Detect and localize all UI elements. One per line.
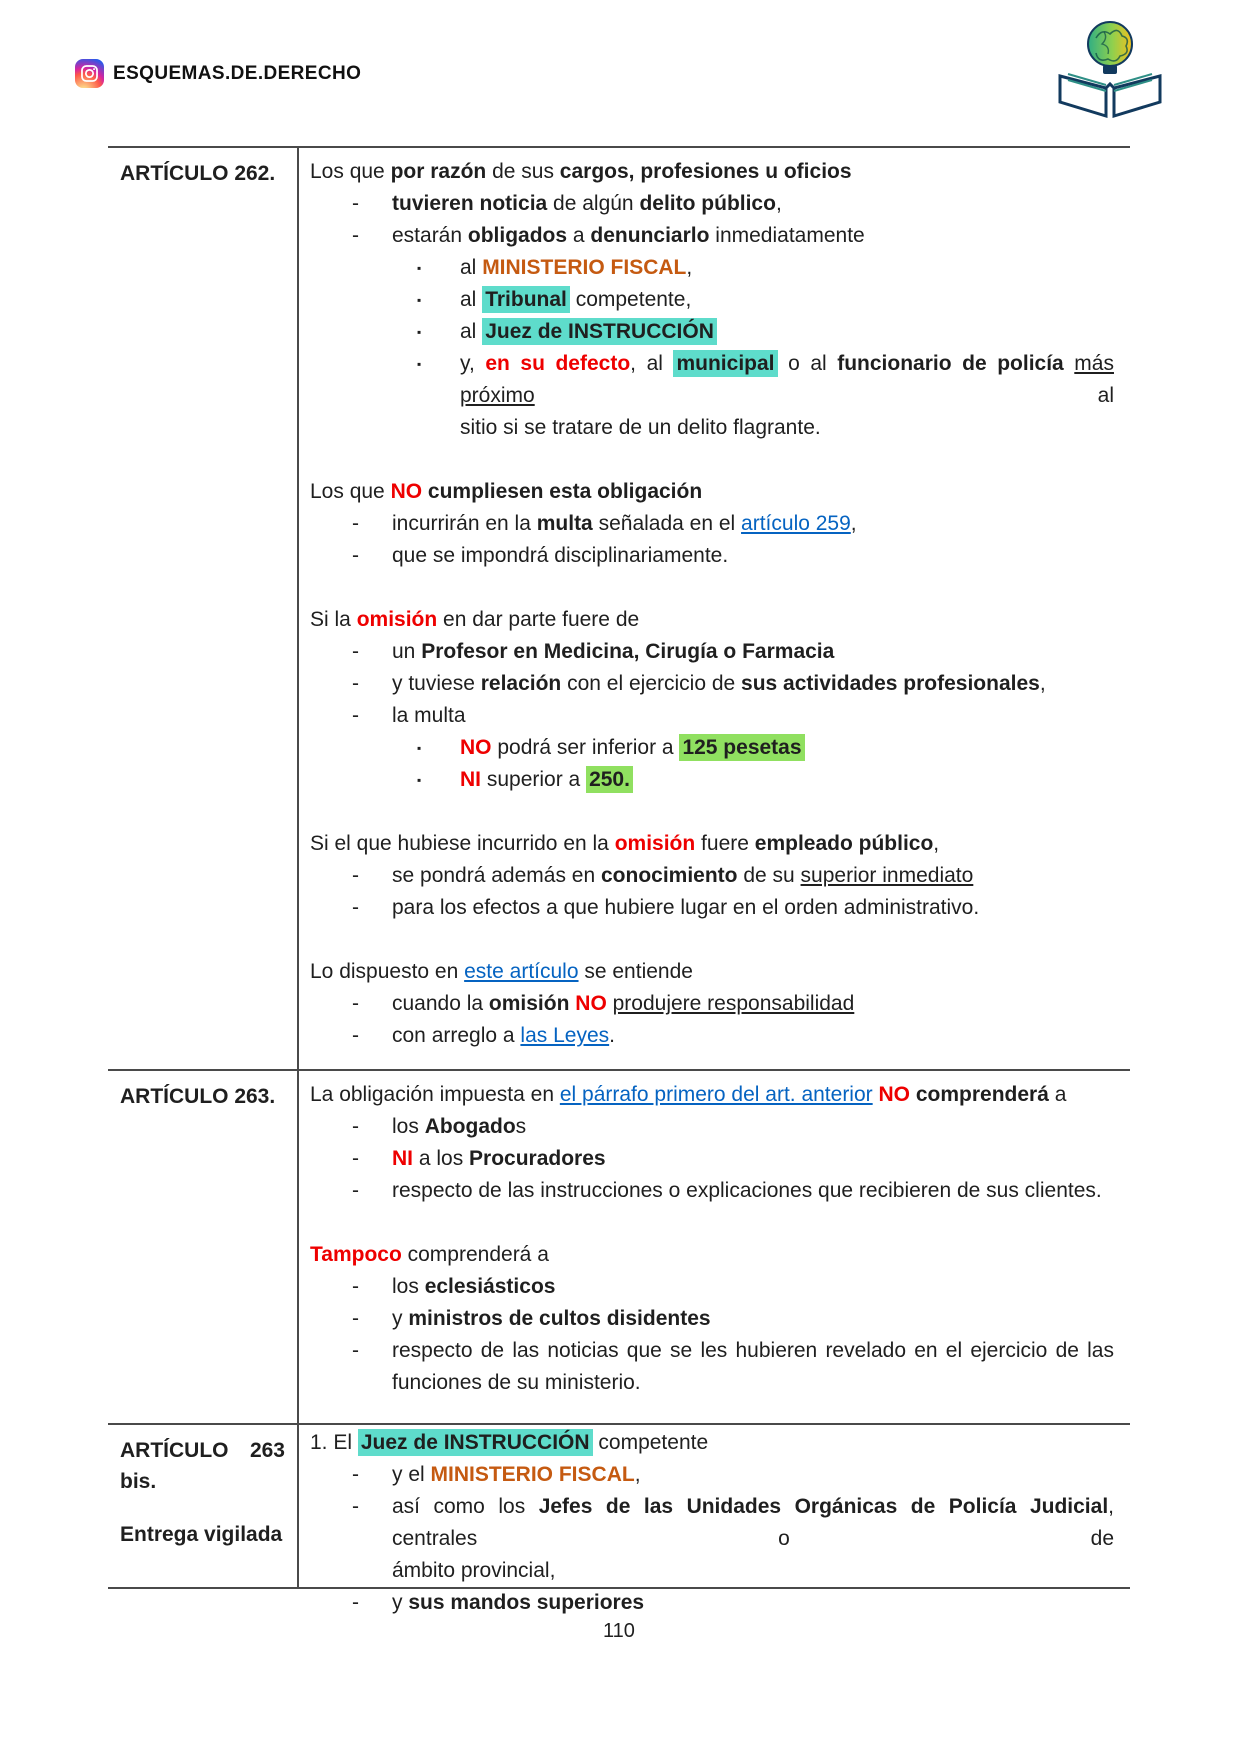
articles-table	[108, 146, 1130, 1614]
text-line	[310, 1335, 1114, 1367]
text-segment: 1. El	[310, 1431, 358, 1454]
text-segment: con el ejercicio de	[561, 672, 742, 695]
text-line	[310, 1427, 1114, 1459]
text-line	[310, 732, 1114, 764]
text-segment: superior inmediato	[800, 864, 974, 887]
text-line	[310, 700, 1114, 732]
text-segment: Lo dispuesto en	[310, 960, 465, 983]
dash-bullet-icon: -	[352, 1495, 359, 1518]
text-segment: los	[392, 1275, 425, 1298]
text-segment: o al	[777, 352, 838, 375]
text-line	[310, 1367, 1114, 1399]
text-segment: funcionario de policía	[837, 352, 1064, 375]
text-line	[310, 1491, 1114, 1555]
text-line	[310, 284, 1114, 316]
text-line	[310, 828, 1114, 860]
text-segment: y tuviese	[392, 672, 481, 695]
text-segment: omisión	[488, 992, 570, 1015]
article-263-content	[299, 1071, 1130, 1423]
dash-bullet-icon: -	[352, 1115, 359, 1138]
square-bullet-icon: ▪	[417, 293, 422, 307]
text-segment: NO	[460, 736, 492, 759]
square-bullet-icon: ▪	[417, 325, 422, 339]
text-segment: al	[534, 384, 1114, 407]
text-segment: para los efectos a que hubiere lugar en el orden administrativo.	[392, 896, 980, 919]
text-line	[310, 476, 1114, 508]
text-segment: se pondrá además en	[392, 864, 601, 887]
article-263bis-word: ARTÍCULO	[120, 1439, 229, 1462]
text-line	[310, 156, 1114, 188]
text-segment: ministros de cultos disidentes	[408, 1307, 711, 1330]
article-263bis-title-line2: bis.	[120, 1470, 157, 1493]
text-segment: fuere	[695, 832, 755, 855]
text-segment: un	[392, 640, 422, 663]
text-segment: ,	[686, 256, 693, 279]
text-segment: al	[460, 288, 483, 311]
text-line	[310, 1459, 1114, 1491]
text-line	[310, 252, 1114, 284]
dash-bullet-icon: -	[352, 1463, 359, 1486]
text-segment: NO	[575, 992, 607, 1015]
table-row-articulo-263-bis	[108, 1425, 1130, 1614]
text-segment: de algún	[547, 192, 640, 215]
text-segment: ,	[1039, 672, 1046, 695]
text-segment: respecto de las instrucciones o explicaciones que recibieren de sus clientes.	[392, 1179, 1102, 1202]
text-segment: superior a	[481, 768, 587, 791]
text-segment: , centrales o de	[392, 1495, 1114, 1550]
article-263bis-subtitle: Entrega vigilada	[120, 1523, 283, 1546]
text-segment: más próximo	[460, 352, 1114, 407]
text-segment: 125 pesetas	[679, 734, 804, 761]
text-segment: de su	[737, 864, 801, 887]
dash-bullet-icon: -	[352, 512, 359, 535]
text-segment: incurrirán en la	[392, 512, 537, 535]
text-segment: omisión	[356, 608, 438, 631]
text-segment: tuvieren noticia	[392, 192, 548, 215]
text-segment: 250.	[586, 766, 633, 793]
text-segment: así como los	[392, 1495, 539, 1518]
text-segment: comprenderá a	[401, 1243, 549, 1266]
text-line	[310, 604, 1114, 636]
text-segment: sus mandos superiores	[408, 1591, 645, 1614]
text-segment: sitio si se tratare de un delito flagrante.	[460, 416, 821, 439]
text-segment: inmediatamente	[709, 224, 865, 247]
text-line	[310, 636, 1114, 668]
text-line	[310, 892, 1114, 924]
text-segment: multa	[536, 512, 593, 535]
text-segment: a	[567, 224, 591, 247]
text-line	[310, 1175, 1114, 1207]
dash-bullet-icon: -	[352, 704, 359, 727]
text-line	[310, 1020, 1114, 1052]
text-segment: NO	[390, 480, 423, 503]
text-segment: y	[392, 1591, 409, 1614]
dash-bullet-icon: -	[352, 544, 359, 567]
article-262-title: ARTÍCULO 262.	[120, 162, 276, 185]
text-segment: podrá ser inferior a	[491, 736, 680, 759]
text-segment: se entiende	[578, 960, 693, 983]
text-segment: NI	[460, 768, 481, 791]
article-263bis-label-cell	[108, 1425, 299, 1587]
table-row-articulo-263	[108, 1071, 1130, 1425]
text-segment: eclesiásticos	[424, 1275, 556, 1298]
link[interactable]: artículo 259	[741, 512, 851, 535]
dash-bullet-icon: -	[352, 864, 359, 887]
text-segment: y,	[460, 352, 486, 375]
text-line	[310, 668, 1114, 700]
dash-bullet-icon: -	[352, 1179, 359, 1202]
dash-bullet-icon: -	[352, 1147, 359, 1170]
dash-bullet-icon: -	[352, 672, 359, 695]
text-segment: y	[392, 1307, 409, 1330]
text-segment: con arreglo a	[392, 1024, 521, 1047]
instagram-icon	[75, 59, 104, 88]
text-segment: comprenderá	[915, 1083, 1049, 1106]
text-segment: ,	[775, 192, 782, 215]
text-segment: al	[460, 256, 483, 279]
text-segment: en dar parte fuere de	[437, 608, 640, 631]
text-line	[310, 188, 1114, 220]
text-segment: a	[1048, 1083, 1067, 1106]
text-segment: municipal	[673, 350, 777, 377]
text-line	[310, 540, 1114, 572]
text-segment: ,	[634, 1463, 641, 1486]
article-263bis-title-line1	[120, 1435, 285, 1466]
text-line	[310, 1111, 1114, 1143]
text-segment: Juez de INSTRUCCIÓN	[358, 1429, 593, 1456]
brand-name: ESQUEMAS.DE.DERECHO	[113, 62, 362, 84]
square-bullet-icon: ▪	[417, 741, 422, 755]
text-line	[310, 988, 1114, 1020]
text-segment: omisión	[614, 832, 696, 855]
text-segment: relación	[480, 672, 562, 695]
text-segment: Tampoco	[310, 1243, 402, 1266]
text-line	[310, 1303, 1114, 1335]
brand-header	[75, 59, 361, 88]
text-segment: produjere responsabilidad	[612, 992, 855, 1015]
text-segment: que se impondrá disciplinariamente.	[392, 544, 729, 567]
dash-bullet-icon: -	[352, 1024, 359, 1047]
text-segment: la multa	[392, 704, 466, 727]
text-segment: funciones de su ministerio.	[392, 1371, 641, 1394]
text-segment: empleado público	[754, 832, 934, 855]
article-263-label-cell	[108, 1071, 299, 1423]
dash-bullet-icon: -	[352, 1591, 359, 1614]
page-number: 110	[603, 1620, 635, 1642]
link[interactable]: el párrafo primero del art. anterior	[559, 1083, 873, 1106]
text-line	[310, 1143, 1114, 1175]
text-segment: .	[609, 1024, 615, 1047]
text-line	[310, 316, 1114, 348]
text-segment: ámbito provincial,	[392, 1559, 556, 1582]
dash-bullet-icon: -	[352, 1307, 359, 1330]
text-line	[310, 1271, 1114, 1303]
table-row-articulo-262	[108, 148, 1130, 1071]
text-segment: Los que	[310, 160, 391, 183]
link[interactable]: este artículo	[464, 960, 579, 983]
text-segment: señalada en el	[592, 512, 742, 535]
text-segment: competente,	[569, 288, 692, 311]
text-line	[310, 1587, 1114, 1619]
text-line	[310, 860, 1114, 892]
text-segment: delito público	[639, 192, 776, 215]
text-line	[310, 412, 1114, 444]
dash-bullet-icon: -	[352, 1275, 359, 1298]
text-segment: conocimiento	[600, 864, 738, 887]
text-segment: sus actividades profesionales	[741, 672, 1040, 695]
dash-bullet-icon: -	[352, 640, 359, 663]
article-263bis-content	[299, 1425, 1130, 1614]
text-segment: cuando la	[392, 992, 489, 1015]
text-segment: ,	[933, 832, 940, 855]
text-segment: Si la	[310, 608, 357, 631]
text-segment: NO	[878, 1083, 910, 1106]
text-segment: ,	[850, 512, 857, 535]
link[interactable]: las Leyes	[520, 1024, 610, 1047]
text-segment: obligados	[467, 224, 568, 247]
text-segment: Juez de INSTRUCCIÓN	[482, 318, 717, 345]
square-bullet-icon: ▪	[417, 773, 422, 787]
text-line	[310, 956, 1114, 988]
text-segment: Tribunal	[482, 286, 570, 313]
open-book-brain-bulb-logo	[1048, 14, 1168, 120]
text-segment: Los que	[310, 480, 391, 503]
dash-bullet-icon: -	[352, 192, 359, 215]
text-segment	[1064, 352, 1075, 375]
text-segment: Procuradores	[469, 1147, 606, 1170]
text-segment: , al	[630, 352, 674, 375]
text-line	[310, 220, 1114, 252]
text-segment: Abogado	[424, 1115, 516, 1138]
text-line	[310, 348, 1114, 412]
article-262-label-cell	[108, 148, 299, 1069]
text-line	[310, 1555, 1114, 1587]
text-line	[310, 508, 1114, 540]
dash-bullet-icon: -	[352, 1339, 359, 1362]
square-bullet-icon: ▪	[417, 261, 422, 275]
label-spacer	[120, 1497, 285, 1519]
text-segment: estarán	[392, 224, 468, 247]
dash-bullet-icon: -	[352, 992, 359, 1015]
text-segment: por razón	[390, 160, 487, 183]
text-segment: al	[460, 320, 483, 343]
article-263-title: ARTÍCULO 263.	[120, 1085, 276, 1108]
text-segment: Profesor en Medicina, Cirugía o Farmacia	[421, 640, 835, 663]
text-segment: respecto de las noticias que se les hubieren revelado en el ejercicio de las	[392, 1339, 1114, 1362]
text-segment: NI	[392, 1147, 413, 1170]
dash-bullet-icon: -	[352, 896, 359, 919]
text-line	[310, 1239, 1114, 1271]
text-line	[310, 764, 1114, 796]
text-segment: y el	[392, 1463, 431, 1486]
text-segment: competente	[592, 1431, 709, 1454]
text-segment: MINISTERIO FISCAL	[482, 256, 687, 279]
text-segment: cumpliesen esta obligación	[427, 480, 703, 503]
text-segment: de sus	[486, 160, 560, 183]
text-line	[310, 1079, 1114, 1111]
article-263bis-number: 263	[249, 1439, 285, 1462]
text-segment: a los	[413, 1147, 470, 1170]
text-segment: en su defecto	[485, 352, 631, 375]
text-segment: La obligación impuesta en	[310, 1083, 560, 1106]
article-262-content	[299, 148, 1130, 1069]
text-segment: Jefes de las Unidades Orgánicas de Policía Judicial	[538, 1495, 1109, 1518]
text-segment: cargos, profesiones u oficios	[559, 160, 852, 183]
text-segment: s	[515, 1115, 527, 1138]
text-segment: los	[392, 1115, 425, 1138]
text-segment: denunciarlo	[590, 224, 710, 247]
text-segment: MINISTERIO FISCAL	[430, 1463, 635, 1486]
square-bullet-icon: ▪	[417, 357, 422, 371]
text-segment: Si el que hubiese incurrido en la	[310, 832, 615, 855]
dash-bullet-icon: -	[352, 224, 359, 247]
